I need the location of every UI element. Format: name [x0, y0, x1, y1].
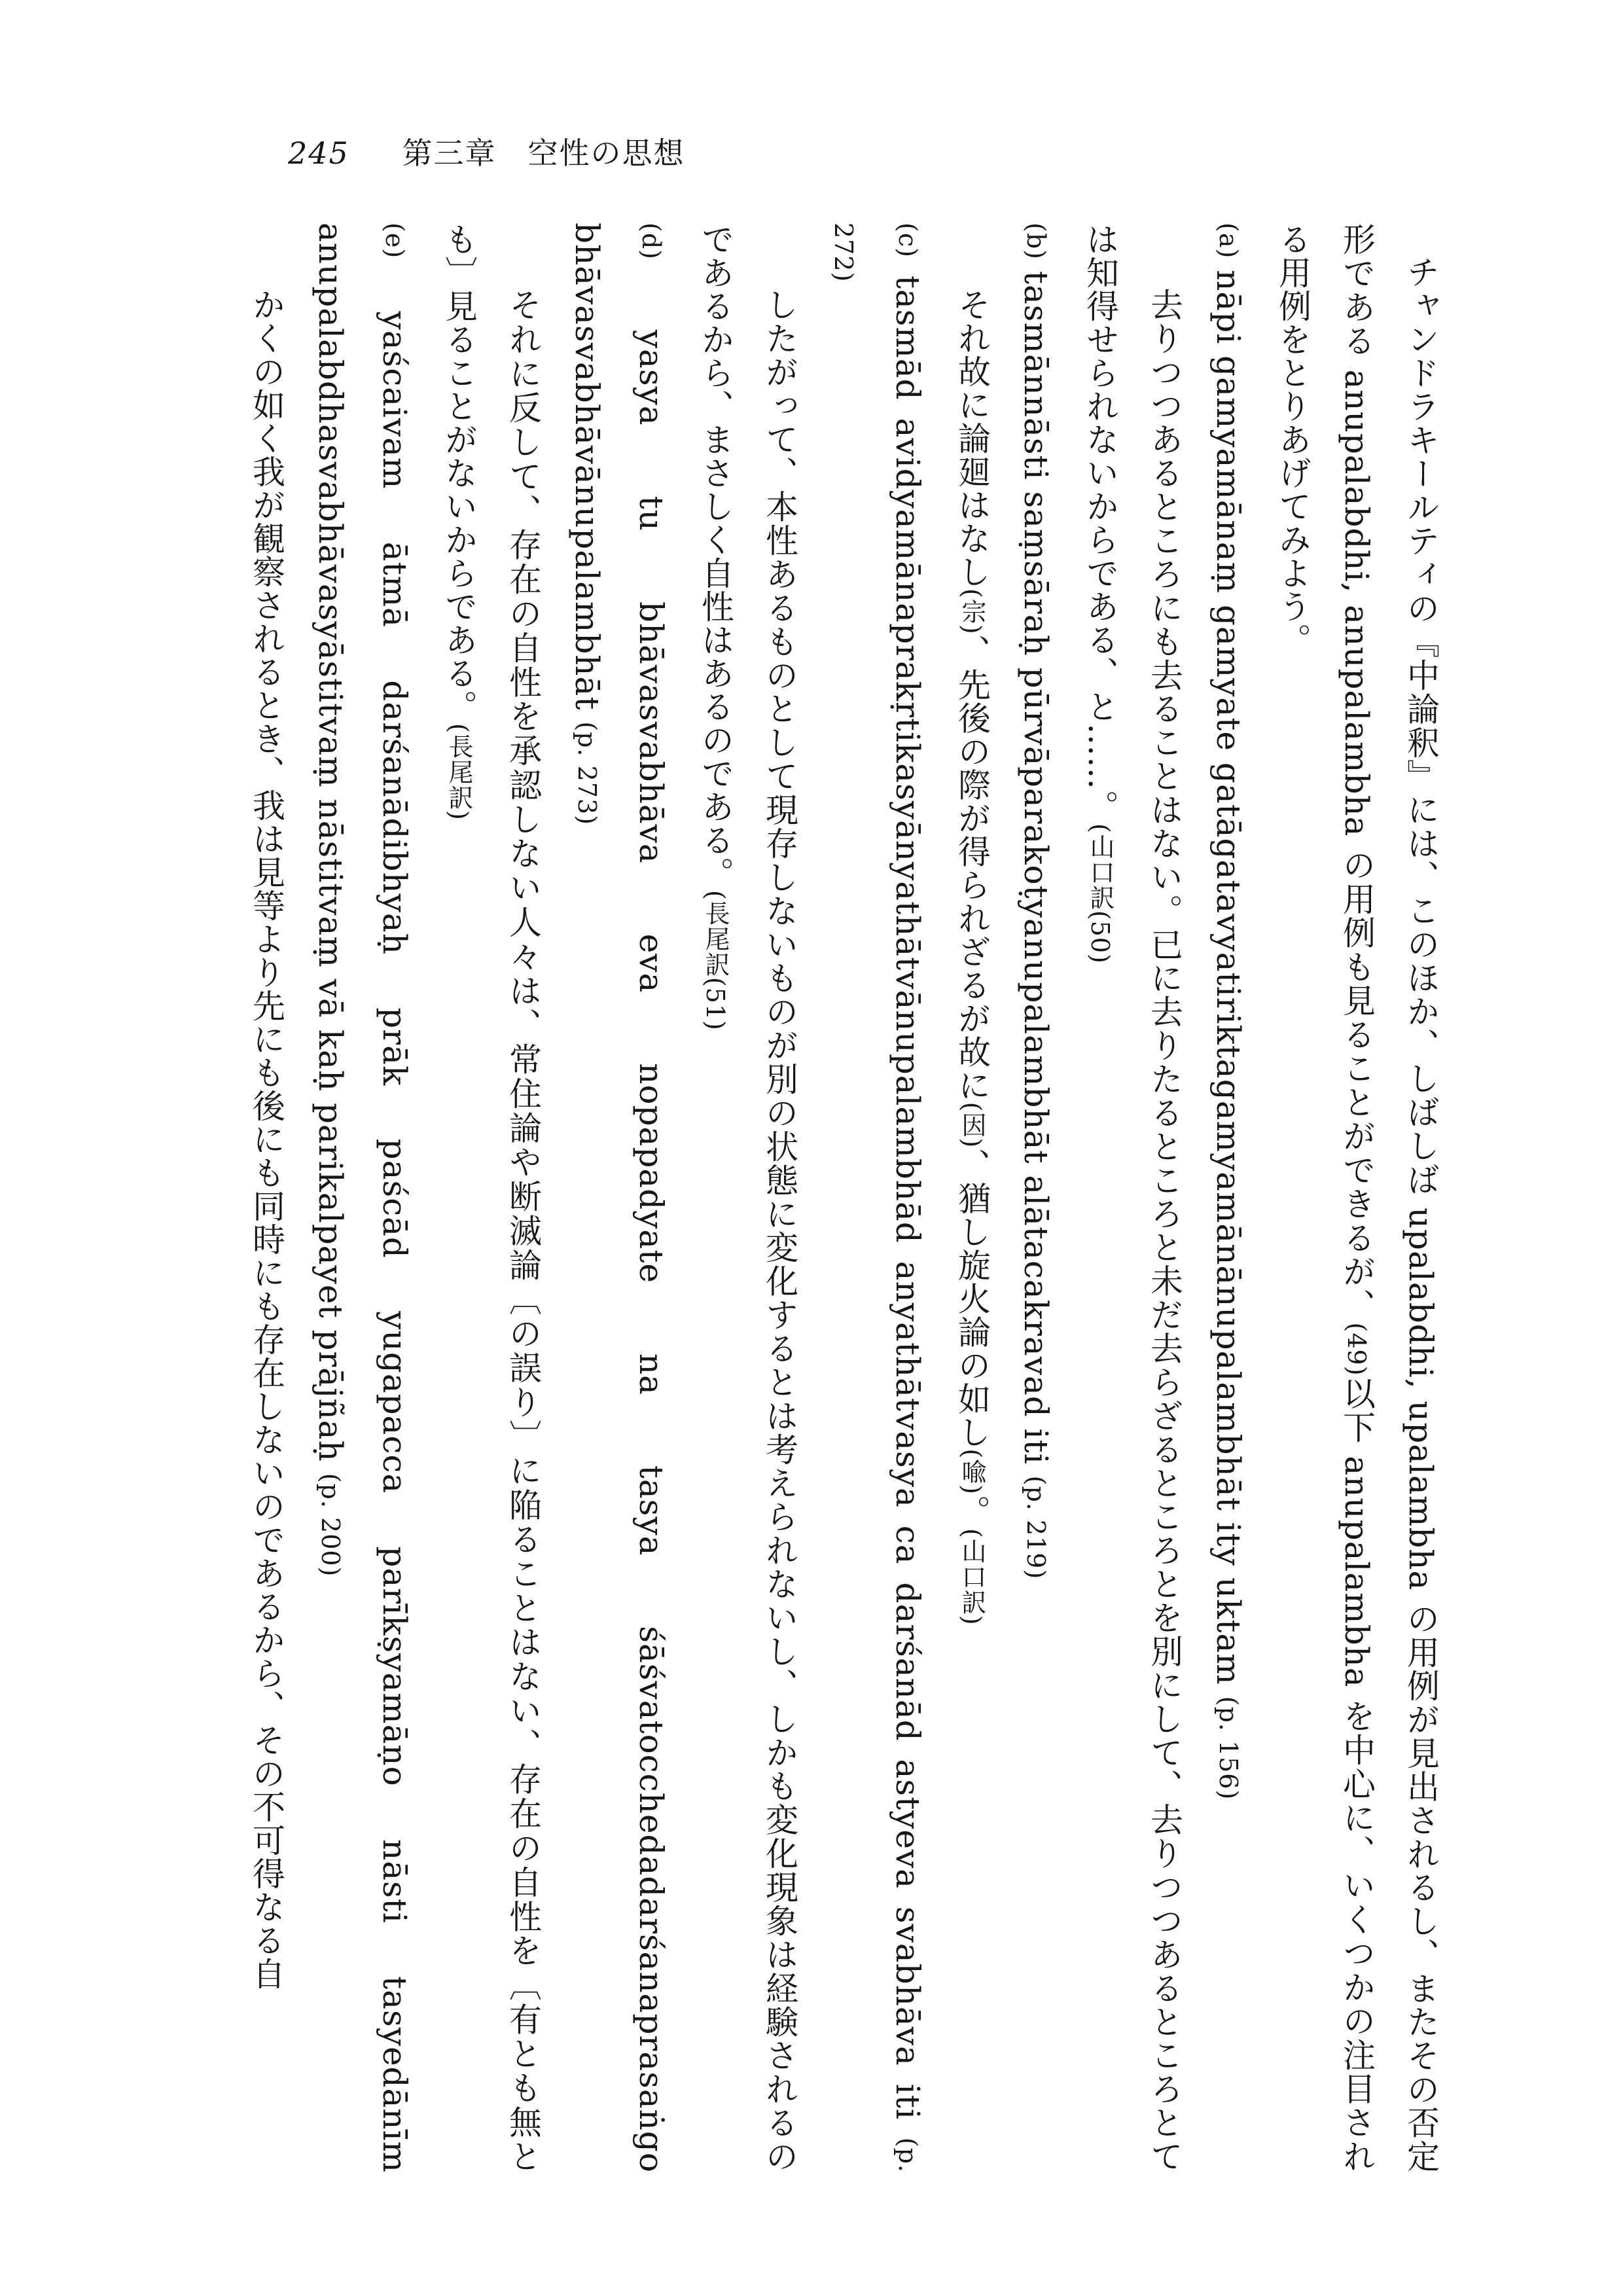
example-a-sanskrit: nāpi gamyamānaṃ gamyate gatāgatavyatiriktagamyamānānupalambhāt ity uktam: [1209, 270, 1247, 1685]
example-d-translation-text: それに反して、存在の自性を承認しない人々は、常住論や断滅論〔の誤り〕に陥ることはない、存在の自性を〔有とも無とも〕見ることがないからである。: [440, 223, 542, 2174]
example-b-trans-4: 。: [953, 1494, 991, 1528]
running-title: 第三章 空性の思想: [402, 135, 685, 171]
intro-paragraph: [1260, 223, 1453, 2173]
example-b-marker-3: (喩): [957, 1448, 986, 1495]
example-a-translation: [1068, 223, 1196, 2173]
example-b-marker-1: (宗): [957, 588, 986, 635]
intro-text-1: チャンドラキールティの『中論釈』には、このほか、しばしば upalabdhi, upalambha の用例が見出されるし、またその否定形である anupalabdhi, anupalambha の用例も見ることができるが、: [1338, 223, 1440, 2173]
example-e: [298, 223, 427, 2173]
footnote-ref-50: (50): [1086, 910, 1115, 964]
running-header: [288, 130, 685, 173]
footnote-ref-51: (51): [701, 977, 730, 1031]
example-b-cite: (p. 219): [1022, 1475, 1050, 1580]
example-d-translation: [427, 223, 555, 2173]
example-b: [1004, 223, 1068, 2173]
example-d-label: (d): [637, 223, 666, 260]
example-b-translation: [940, 223, 1004, 2173]
example-b-sanskrit: tasmānnāsti saṃsāraḥ pūrvāparakoṭyanupalambhāt alātacakravad iti: [1017, 270, 1055, 1465]
example-b-marker-2: (因): [957, 1102, 986, 1149]
example-a: [1196, 223, 1260, 2173]
example-a-translation-text: 去りつつあるところにも去ることはない。已に去りたるところと未だ去らざるところとを別にして、去りつつあるところとては知得せられないからである、と……。: [1081, 223, 1183, 2173]
example-d-sanskrit: yasya tu bhāvasvabhāva eva nopapadyate na tasya śāśvatocchedadarśanaprasaṅgo bhāvasvabhāvānupalambhāt: [568, 223, 670, 2173]
example-a-cite: (p. 156): [1214, 1696, 1243, 1801]
example-c-sanskrit: tasmād avidyamānaprakṛtikasyānyathātvānupalambhād anyathātvasya ca darśanād astyeva svabhāva iti: [889, 275, 927, 2120]
example-e-label: (e): [380, 223, 409, 259]
example-d: [555, 223, 683, 2173]
example-b-trans-2: 、先後の際が得られざるが故に: [953, 634, 991, 1102]
page-number: 245: [288, 135, 349, 171]
example-a-translator: (山口訳: [1086, 823, 1115, 910]
example-e-cite: (p. 200): [316, 1473, 345, 1577]
example-e-sanskrit: yaścaivam ātmā darśanādibhyaḥ prāk paścād yugapacca parīkṣyamāṇo nāsti tasyedānīm anupalabdhasvabhāvasyāstitvaṃ nāstitvaṃ vā kaḥ parikalpayet prājñaḥ: [312, 223, 414, 2173]
footnote-ref-49: (49): [1342, 1322, 1371, 1376]
example-c-cite: (p. 272): [829, 223, 922, 2173]
example-c-translation-text: したがって、本性あるものとして現存しないものが別の状態に変化するとは考えられないし、しかも変化現象は経験されるのであるから、まさしく自性はあるのである。: [696, 223, 798, 2174]
example-c-translation: [683, 223, 812, 2173]
example-d-translator: (長尾訳): [444, 723, 473, 821]
example-b-trans-3: 、猶し旋火論の如し: [953, 1148, 991, 1449]
example-e-translation: [234, 223, 298, 2173]
vertical-text-body: [249, 223, 1453, 2173]
example-c: [812, 223, 940, 2173]
example-b-translator: (山口訳): [957, 1528, 986, 1626]
example-c-translator: (長尾訳: [701, 890, 730, 977]
example-d-cite: (p. 273): [573, 721, 601, 825]
example-e-translation-text: かくの如く我が観察されるとき、我は見等より先にも後にも同時にも存在しないのであるから、その不可得なる自: [247, 288, 285, 1990]
example-c-label: (c): [893, 223, 922, 258]
example-a-label: (a): [1214, 223, 1243, 259]
example-b-label: (b): [1022, 223, 1050, 260]
example-b-trans-1: それ故に論廻はなし: [953, 288, 991, 588]
intro-text-2: 以下 anupalambha を中心に、いくつかの注目される用例をとりあげてみよう。: [1274, 223, 1376, 2173]
